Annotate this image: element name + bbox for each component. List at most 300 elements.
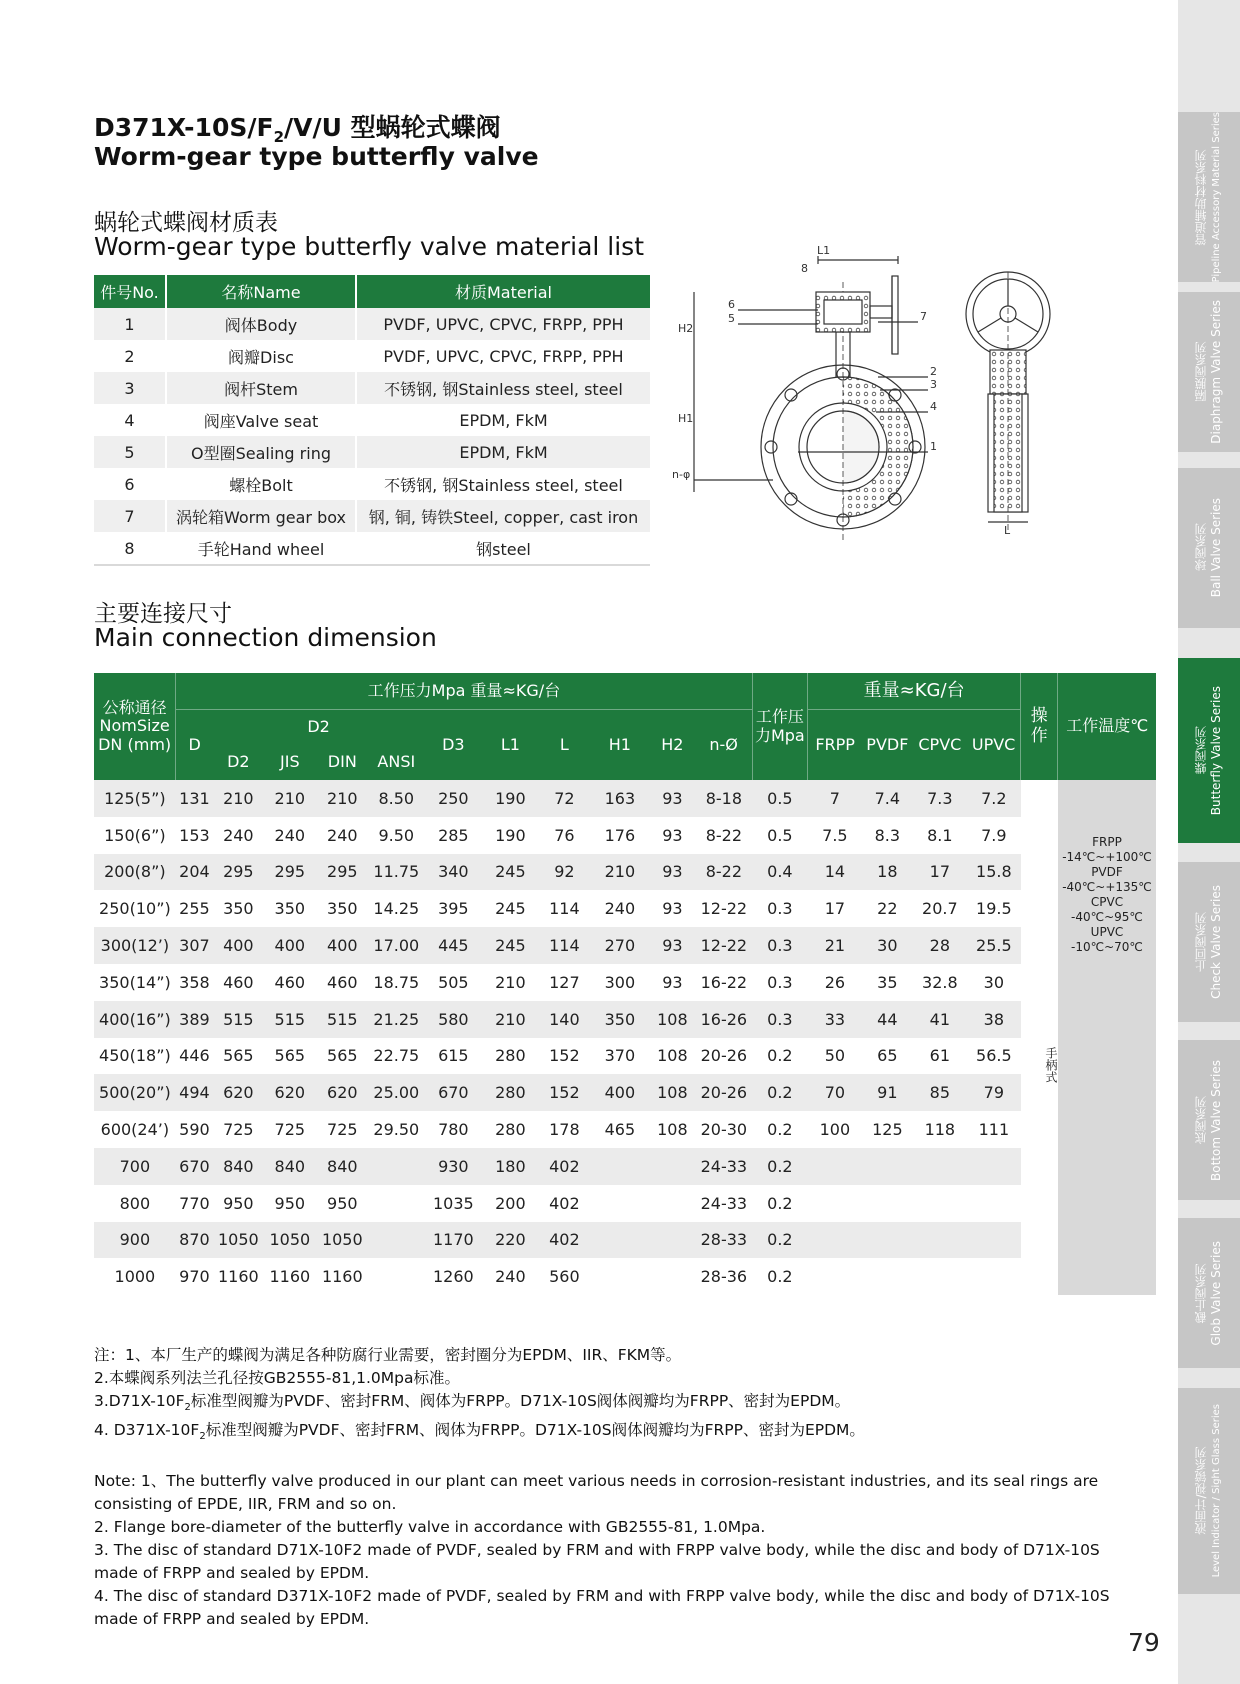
table-cell: 61 [913, 1038, 968, 1075]
table-cell: 400 [264, 927, 316, 964]
column-header: 材质Material [356, 275, 650, 308]
table-cell: 8.50 [369, 780, 425, 817]
table-cell [649, 1222, 695, 1259]
table-cell: 92 [538, 854, 590, 891]
table-cell: 7 [808, 780, 863, 817]
side-tab-ball-valve[interactable]: 球阀系列 Ball Valve Series [1178, 468, 1240, 628]
side-tab-level-indicator[interactable]: 液面计/视镜系列 Level Indicator / Sight Glass Series [1178, 1388, 1240, 1594]
table-cell: 16-22 [696, 964, 753, 1001]
table-cell: 1160 [213, 1258, 263, 1295]
table-cell: 210 [483, 1001, 539, 1038]
table-cell: 125 [862, 1111, 912, 1148]
temperature-line: CPVC [1090, 895, 1124, 909]
notes [94, 1344, 1134, 1631]
table-cell: 280 [483, 1111, 539, 1148]
table-cell: 210 [316, 780, 368, 817]
table-cell: 26 [808, 964, 863, 1001]
table-cell: 0.2 [752, 1074, 808, 1111]
table-cell [591, 1185, 650, 1222]
table-cell: 0.5 [752, 817, 808, 854]
table-cell: 钢, 铜, 铸铁Steel, copper, cast iron [356, 500, 650, 532]
table-cell: 180 [483, 1148, 539, 1185]
table-cell: 250(10”) [94, 890, 176, 927]
table-row [94, 1001, 1156, 1038]
table-cell: 350 [213, 890, 263, 927]
temperature-line: UPVC [1090, 925, 1124, 939]
table-cell: 780 [424, 1111, 483, 1148]
side-tab-bar [1178, 0, 1240, 1684]
table-cell: 17.00 [369, 927, 425, 964]
material-table [94, 275, 650, 566]
table-row [94, 532, 650, 565]
temperature-cell [1058, 780, 1156, 1295]
table-cell: 210 [483, 964, 539, 1001]
table-cell [649, 1258, 695, 1295]
table-cell: 600(24’) [94, 1111, 176, 1148]
table-cell: 400 [316, 927, 368, 964]
table-cell: 400 [591, 1074, 650, 1111]
note-cn-2: 2.本蝶阀系列法兰孔径按GB2555-81,1.0Mpa标准。 [94, 1369, 460, 1387]
table-cell [862, 1222, 912, 1259]
table-cell: 153 [176, 817, 213, 854]
table-cell: 190 [483, 817, 539, 854]
table-cell: 4 [94, 404, 166, 436]
table-cell: 93 [649, 780, 695, 817]
table-row [94, 404, 650, 436]
table-cell: 1 [94, 308, 166, 340]
table-cell: 7.2 [967, 780, 1021, 817]
table-cell: 25.5 [967, 927, 1021, 964]
table-cell [967, 1185, 1021, 1222]
table-cell: 7.9 [967, 817, 1021, 854]
table-cell: 20-26 [696, 1074, 753, 1111]
table-cell: 400 [213, 927, 263, 964]
table-cell: 0.5 [752, 780, 808, 817]
table-cell: 7.3 [913, 780, 968, 817]
table-cell: 670 [176, 1148, 213, 1185]
table-cell: 56.5 [967, 1038, 1021, 1075]
note-en-4: 4. The disc of standard D371X-10F2 made of PVDF, sealed by FRM and with FRPP valve body, while the disc and body of D71X-10S made of FRPP and sealed by EPDM. [94, 1587, 1110, 1629]
table-cell: 460 [213, 964, 263, 1001]
table-cell: 0.2 [752, 1038, 808, 1075]
table-cell: 445 [424, 927, 483, 964]
table-row [94, 372, 650, 404]
table-cell: 30 [967, 964, 1021, 1001]
diagram-label: L [1004, 524, 1011, 537]
table-cell: 670 [424, 1074, 483, 1111]
table-cell: 176 [591, 817, 650, 854]
side-tab-bottom-valve[interactable]: 底阀系列 Bottom Valve Series [1178, 1040, 1240, 1200]
table-cell: 11.75 [369, 854, 425, 891]
table-cell: 0.2 [752, 1148, 808, 1185]
table-cell: 250 [424, 780, 483, 817]
table-cell: 2 [94, 340, 166, 372]
nominal-size-header: 公称通径 NomSize DN (mm) [94, 673, 176, 780]
table-row [94, 1111, 1156, 1148]
table-cell: 295 [213, 854, 263, 891]
table-cell: 6 [94, 468, 166, 500]
valve-drawing [672, 244, 1068, 562]
table-cell: 210 [591, 854, 650, 891]
table-cell [808, 1258, 863, 1295]
table-cell: 400(16”) [94, 1001, 176, 1038]
column-header: FRPP [808, 710, 863, 781]
table-cell [862, 1258, 912, 1295]
table-cell: 350 [591, 1001, 650, 1038]
product-title-en: Worm-gear type butterfly valve [94, 142, 539, 171]
note-en-1: Note: 1、The butterfly valve produced in our plant can meet various needs in corrosion-resistant industries, and its seal rings are consisting of EPDE, IIR, FRM and so on. [94, 1472, 1099, 1514]
table-cell: 240 [591, 890, 650, 927]
table-cell [913, 1258, 968, 1295]
table-cell: 460 [316, 964, 368, 1001]
side-tab-diaphragm-valve[interactable]: 隔膜阀系列 Diaphragm Valve Series [1178, 292, 1240, 452]
table-cell: 178 [538, 1111, 590, 1148]
table-cell: 钢steel [356, 532, 650, 565]
table-cell: 131 [176, 780, 213, 817]
table-cell: 65 [862, 1038, 912, 1075]
table-cell: 1050 [316, 1222, 368, 1259]
table-cell: 163 [591, 780, 650, 817]
note-cn-3: $3.D71X-10F_2$标准型阀瓣为PVDF、密封FRM、阀体为FRPP。D71X-10S阀体阀瓣均为FRPP、密封为EPDM。 [94, 1392, 851, 1414]
table-cell: 402 [538, 1222, 590, 1259]
table-cell: 33 [808, 1001, 863, 1038]
table-cell: 240 [316, 817, 368, 854]
table-cell: 阀瓣Disc [166, 340, 356, 372]
table-row [94, 1148, 1156, 1185]
table-cell: 615 [424, 1038, 483, 1075]
pressure-header: 工作压力Mpa [752, 673, 808, 780]
table-cell: 580 [424, 1001, 483, 1038]
table-cell: 900 [94, 1222, 176, 1259]
table-row [94, 1074, 1156, 1111]
table-cell: 20-26 [696, 1038, 753, 1075]
dimension-heading-en: Main connection dimension [94, 623, 437, 652]
table-cell: 152 [538, 1074, 590, 1111]
table-cell: 0.2 [752, 1222, 808, 1259]
column-header: UPVC [967, 710, 1021, 781]
table-row [94, 1258, 1156, 1295]
table-cell: 24-33 [696, 1148, 753, 1185]
table-cell: 8-18 [696, 780, 753, 817]
table-row [94, 340, 650, 372]
column-header: CPVC [913, 710, 968, 781]
table-cell: PVDF, UPVC, CPVC, FRPP, PPH [356, 340, 650, 372]
table-cell: 204 [176, 854, 213, 891]
table-cell: 307 [176, 927, 213, 964]
table-row [94, 1038, 1156, 1075]
table-cell: 1160 [264, 1258, 316, 1295]
table-row [94, 500, 650, 532]
table-cell [591, 1222, 650, 1259]
table-cell: 240 [213, 817, 263, 854]
table-cell: 152 [538, 1038, 590, 1075]
diagram-label: L1 [817, 244, 831, 257]
table-cell: EPDM, FkM [356, 404, 650, 436]
table-cell: 25.00 [369, 1074, 425, 1111]
table-cell: 255 [176, 890, 213, 927]
table-cell: 505 [424, 964, 483, 1001]
table-cell: 358 [176, 964, 213, 1001]
table-cell: 1050 [213, 1222, 263, 1259]
table-cell: 8.1 [913, 817, 968, 854]
table-cell: 370 [591, 1038, 650, 1075]
table-cell [591, 1258, 650, 1295]
table-cell: 100 [808, 1111, 863, 1148]
table-cell: 800 [94, 1185, 176, 1222]
table-cell [649, 1148, 695, 1185]
column-header: L [538, 710, 590, 781]
table-cell: 565 [316, 1038, 368, 1075]
table-cell: 245 [483, 854, 539, 891]
table-cell: 手轮Hand wheel [166, 532, 356, 565]
table-cell: EPDM, FkM [356, 436, 650, 468]
table-cell: 402 [538, 1185, 590, 1222]
table-cell: 19.5 [967, 890, 1021, 927]
table-cell: 0.3 [752, 964, 808, 1001]
table-cell: 295 [264, 854, 316, 891]
table-row [94, 817, 1156, 854]
table-cell: 不锈钢, 钢Stainless steel, steel [356, 468, 650, 500]
table-cell: 22.75 [369, 1038, 425, 1075]
table-cell: 500(20”) [94, 1074, 176, 1111]
temperature-line: PVDF [1091, 865, 1123, 879]
table-cell: 270 [591, 927, 650, 964]
table-cell: 72 [538, 780, 590, 817]
table-cell: 515 [264, 1001, 316, 1038]
table-cell: 1050 [264, 1222, 316, 1259]
table-cell [808, 1148, 863, 1185]
table-cell: 阀杆Stem [166, 372, 356, 404]
table-cell: 280 [483, 1074, 539, 1111]
table-cell [967, 1258, 1021, 1295]
table-cell: 285 [424, 817, 483, 854]
table-cell [369, 1258, 425, 1295]
diagram-label: H2 [678, 322, 694, 335]
table-cell: 螺栓Bolt [166, 468, 356, 500]
column-header: D3 [424, 710, 483, 781]
note-en-2: 2. Flange bore-diameter of the butterfly valve in accordance with GB2555-81, 1.0Mpa. [94, 1518, 766, 1537]
diagram-label: 5 [728, 312, 735, 325]
table-cell: 725 [213, 1111, 263, 1148]
temperature-line: -10℃~70℃ [1071, 940, 1143, 954]
table-cell: 0.2 [752, 1111, 808, 1148]
table-cell: 515 [316, 1001, 368, 1038]
table-cell: 38 [967, 1001, 1021, 1038]
table-cell: 12-22 [696, 927, 753, 964]
table-row [94, 927, 1156, 964]
table-cell: 150(6”) [94, 817, 176, 854]
table-cell: 1170 [424, 1222, 483, 1259]
table-cell: 1260 [424, 1258, 483, 1295]
table-cell [649, 1185, 695, 1222]
side-tab-check-valve[interactable]: 止回阀系列 Check Valve Series [1178, 862, 1240, 1022]
column-header: D2 [213, 710, 424, 745]
column-header: DIN [316, 744, 368, 780]
table-cell: 93 [649, 964, 695, 1001]
table-cell: 108 [649, 1074, 695, 1111]
table-cell: 245 [483, 927, 539, 964]
table-cell: 620 [213, 1074, 263, 1111]
table-cell: 565 [264, 1038, 316, 1075]
table-cell: 93 [649, 927, 695, 964]
table-cell: 220 [483, 1222, 539, 1259]
table-cell: 210 [264, 780, 316, 817]
diagram-label: 7 [920, 310, 927, 323]
column-header: ANSI [369, 744, 425, 780]
table-cell: 93 [649, 854, 695, 891]
table-cell: 210 [213, 780, 263, 817]
table-cell: 565 [213, 1038, 263, 1075]
table-cell: 0.3 [752, 890, 808, 927]
table-cell: 9.50 [369, 817, 425, 854]
table-cell: 389 [176, 1001, 213, 1038]
table-cell: 50 [808, 1038, 863, 1075]
diagram-label: H1 [678, 412, 694, 425]
table-cell: 460 [264, 964, 316, 1001]
table-cell: 725 [316, 1111, 368, 1148]
material-heading-en: Worm-gear type butterfly valve material list [94, 232, 645, 261]
table-cell: 700 [94, 1148, 176, 1185]
table-cell: 28-33 [696, 1222, 753, 1259]
table-cell: 114 [538, 890, 590, 927]
diagram-label: n-φ [672, 468, 691, 481]
table-cell [967, 1222, 1021, 1259]
table-cell: 28-36 [696, 1258, 753, 1295]
temperature-line: FRPP [1092, 835, 1122, 849]
table-cell: 70 [808, 1074, 863, 1111]
table-cell: 108 [649, 1038, 695, 1075]
note-cn-4: 4. $D371X-10F_2$标准型阀瓣为PVDF、密封FRM、阀体为FRPP。D71X-10S阀体阀瓣均为FRPP、密封为EPDM。 [94, 1421, 865, 1443]
table-cell: 3 [94, 372, 166, 404]
table-cell: 7 [94, 500, 166, 532]
table-cell: 76 [538, 817, 590, 854]
table-cell: 17 [808, 890, 863, 927]
diagram-label: 6 [728, 298, 735, 311]
table-cell: 15.8 [967, 854, 1021, 891]
table-cell: 21 [808, 927, 863, 964]
diagram-label: 2 [930, 365, 937, 378]
side-tab-pipeline-accessory[interactable]: 管道辅助材料系列 Pipeline Accessory Material Series [1178, 112, 1240, 282]
table-cell: 930 [424, 1148, 483, 1185]
table-row [94, 780, 1156, 817]
diagram-label: 8 [801, 262, 808, 275]
table-cell: 190 [483, 780, 539, 817]
table-cell: 350 [316, 890, 368, 927]
table-cell: 41 [913, 1001, 968, 1038]
table-cell: 不锈钢, 钢Stainless steel, steel [356, 372, 650, 404]
table-cell: 402 [538, 1148, 590, 1185]
table-cell: 114 [538, 927, 590, 964]
weight-header: 重量≈KG/台 [808, 673, 1021, 710]
table-cell: 560 [538, 1258, 590, 1295]
table-cell: 18 [862, 854, 912, 891]
table-cell: 0.3 [752, 1001, 808, 1038]
table-cell: 840 [213, 1148, 263, 1185]
table-cell: 8-22 [696, 854, 753, 891]
table-cell [913, 1222, 968, 1259]
column-header: D2 [213, 744, 263, 780]
table-cell: 0.2 [752, 1185, 808, 1222]
table-cell: 245 [483, 890, 539, 927]
table-cell: 85 [913, 1074, 968, 1111]
table-cell: 0.4 [752, 854, 808, 891]
table-cell [913, 1185, 968, 1222]
table-cell: 200 [483, 1185, 539, 1222]
table-cell: 118 [913, 1111, 968, 1148]
table-row [94, 964, 1156, 1001]
table-cell: 0.3 [752, 927, 808, 964]
column-header: PVDF [862, 710, 912, 781]
table-cell: 28 [913, 927, 968, 964]
dimension-table [94, 673, 1156, 1295]
side-tab-butterfly-valve[interactable]: 蝶阀系列 Butterfly Valve Series [1178, 658, 1240, 843]
dimension-heading-cn: 主要连接尺寸 [94, 601, 232, 627]
table-cell: 涡轮箱Worm gear box [166, 500, 356, 532]
diagram-label: 4 [930, 400, 937, 413]
table-cell: 620 [264, 1074, 316, 1111]
table-cell: 515 [213, 1001, 263, 1038]
table-cell: 12-22 [696, 890, 753, 927]
table-cell: 1160 [316, 1258, 368, 1295]
diagram-label: 3 [930, 378, 937, 391]
table-cell: 44 [862, 1001, 912, 1038]
table-cell [808, 1222, 863, 1259]
table-cell: 300 [591, 964, 650, 1001]
table-cell: 125(5”) [94, 780, 176, 817]
product-model-title: $D371X-10S/F_2/V/U$ 型蜗轮式蝶阀 [94, 113, 501, 146]
table-cell: 108 [649, 1001, 695, 1038]
table-cell: 35 [862, 964, 912, 1001]
diagram-label: 1 [930, 440, 937, 453]
side-tab-glob-valve[interactable]: 截止阀系列 Glob Valve Series [1178, 1218, 1240, 1368]
table-cell: 91 [862, 1074, 912, 1111]
table-row [94, 308, 650, 340]
table-cell: 111 [967, 1111, 1021, 1148]
table-cell: 29.50 [369, 1111, 425, 1148]
column-header: 件号No. [94, 275, 166, 308]
table-cell: 18.75 [369, 964, 425, 1001]
table-row [94, 1185, 1156, 1222]
table-row [94, 890, 1156, 927]
table-cell: 240 [483, 1258, 539, 1295]
table-cell: 0.2 [752, 1258, 808, 1295]
table-cell: 24-33 [696, 1185, 753, 1222]
table-cell: 840 [264, 1148, 316, 1185]
table-cell [369, 1148, 425, 1185]
table-cell: 870 [176, 1222, 213, 1259]
table-cell: 阀座Valve seat [166, 404, 356, 436]
temperature-header: 工作温度℃ [1058, 673, 1156, 780]
table-cell [591, 1148, 650, 1185]
material-heading-cn: 蜗轮式蝶阀材质表 [94, 210, 278, 236]
table-cell: 14.25 [369, 890, 425, 927]
table-cell: 8-22 [696, 817, 753, 854]
table-cell: PVDF, UPVC, CPVC, FRPP, PPH [356, 308, 650, 340]
temperature-line: -40℃~95℃ [1071, 910, 1143, 924]
table-row [94, 1222, 1156, 1259]
table-cell: 8.3 [862, 817, 912, 854]
table-cell: 770 [176, 1185, 213, 1222]
table-cell: 79 [967, 1074, 1021, 1111]
table-cell: 590 [176, 1111, 213, 1148]
table-cell: 17 [913, 854, 968, 891]
table-cell: 16-26 [696, 1001, 753, 1038]
table-cell: 840 [316, 1148, 368, 1185]
column-header: n-Ø [696, 710, 753, 781]
table-cell: 295 [316, 854, 368, 891]
column-header: JIS [264, 744, 316, 780]
operation-cell: 手柄式 [1021, 780, 1058, 1295]
